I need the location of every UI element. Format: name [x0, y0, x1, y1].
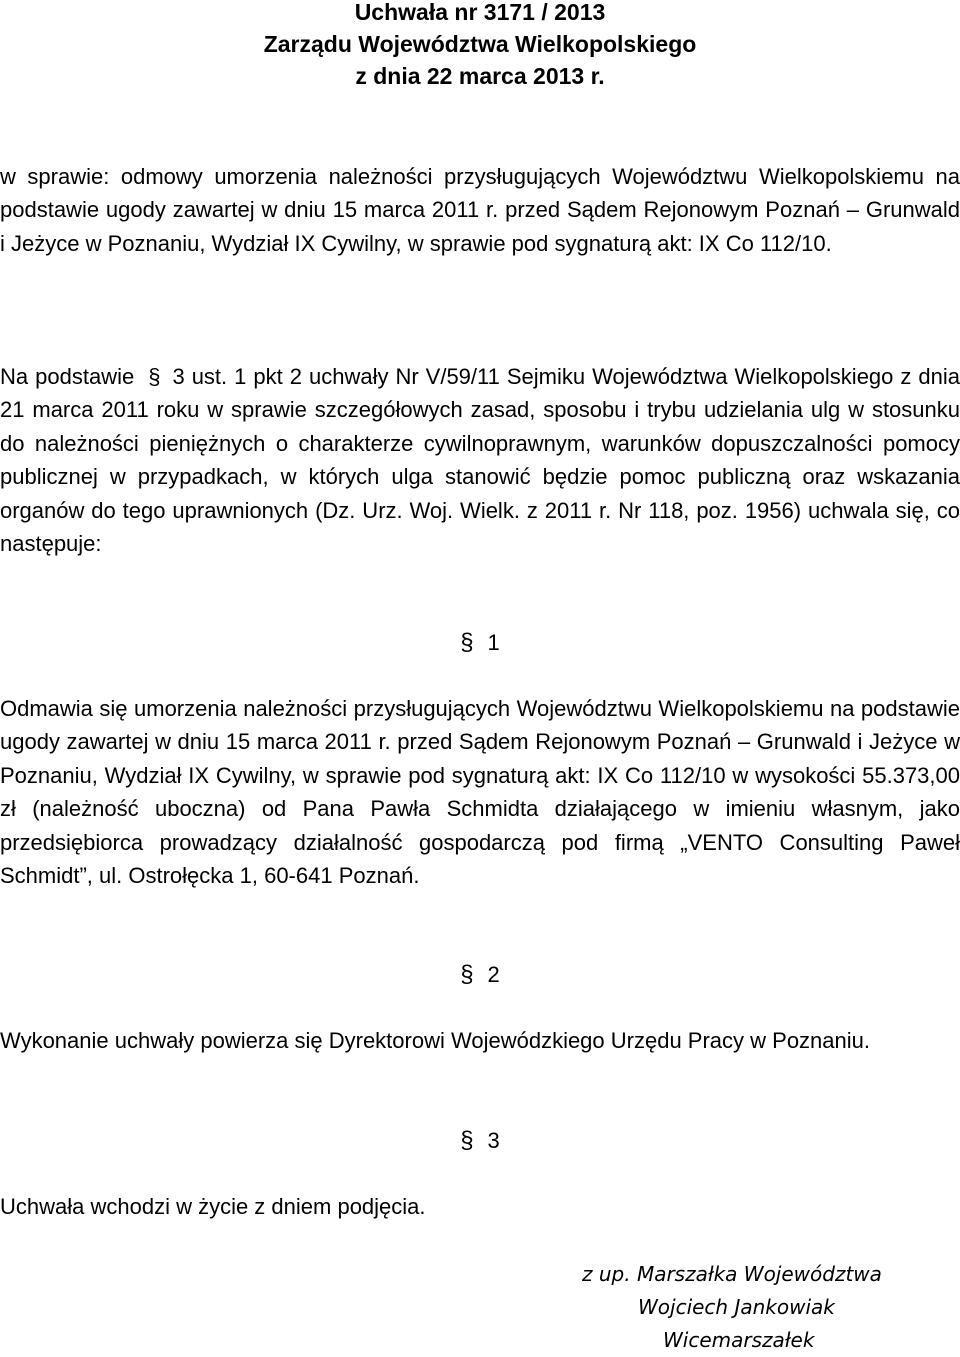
section-number: 3: [487, 1128, 500, 1153]
section-mark-icon: §: [460, 961, 474, 988]
section-mark-icon: §: [460, 629, 474, 656]
section-mark-icon: §: [148, 364, 161, 389]
section-2-body: Wykonanie uchwały powierza się Dyrektorowi Wojewódzkiego Urzędu Pracy w Poznaniu.: [0, 1028, 870, 1053]
section-3-text: [0, 1190, 960, 1223]
signature-authority: z up. Marszałka Województwa: [582, 1262, 882, 1286]
resolution-header: [0, 0, 960, 92]
legal-basis-text: 3 ust. 1 pkt 2 uchwały Nr V/59/11 Sejmiku Województwa Wielkopolskiego z dnia 21 marca 2011 roku w sprawie szczegółowych zasad, sposobu i trybu udzielania ulg w stosunku do należności pieniężnych o charakterze cywilnoprawnym, warunków dopuszczalności pomocy publicznej w przypadkach, w których ulga stanowić będzie pomoc publiczną oraz wskazania organów do tego uprawnionych (Dz. Urz. Woj. Wielk. z 2011 r. Nr 118, poz. 1956) uchwala się, co następuje:: [0, 364, 960, 557]
section-number: 1: [487, 630, 500, 655]
signature-name: Wojciech Jankowiak: [638, 1295, 835, 1319]
section-number: 2: [487, 962, 500, 987]
signature-block: [560, 1258, 940, 1357]
section-3-heading: [0, 1126, 960, 1156]
section-1-text: [0, 692, 960, 892]
signature-title: Wicemarszałek: [663, 1328, 815, 1352]
section-1-heading: [0, 628, 960, 658]
section-3-body: Uchwała wchodzi w życie z dniem podjęcia.: [0, 1194, 426, 1219]
legal-basis-intro: Na podstawie: [0, 364, 135, 389]
legal-basis-paragraph: [0, 360, 960, 560]
resolution-date: z dnia 22 marca 2013 r.: [355, 63, 605, 89]
subject-text: w sprawie: odmowy umorzenia należności przysługujących Województwu Wielkopolskiemu na podstawie ugody zawartej w dniu 15 marca 2011 r. przed Sądem Rejonowym Poznań – Grunwald i Jeżyce w Poznaniu, Wydział IX Cywilny, w sprawie pod sygnaturą akt: IX Co 112/10.: [0, 164, 960, 256]
section-mark-icon: §: [460, 1127, 474, 1154]
section-2-text: [0, 1024, 960, 1057]
issuing-body: Zarządu Województwa Wielkopolskiego: [263, 31, 697, 57]
section-2-heading: [0, 960, 960, 990]
subject-paragraph: [0, 160, 960, 260]
resolution-number: Uchwała nr 3171 / 2013: [354, 0, 606, 25]
section-1-body: Odmawia się umorzenia należności przysługujących Województwu Wielkopolskiemu na podstawie ugody zawartej w dniu 15 marca 2011 r. przed Sądem Rejonowym Poznań – Grunwald i Jeżyce w Poznaniu, Wydział IX Cywilny, w sprawie pod sygnaturą akt: IX Co 112/10 w wysokości 55.373,00 zł (należność uboczna) od Pana Pawła Schmidta działającego w imieniu własnym, jako przedsiębiorca prowadzący działalność gospodarczą pod firmą „VENTO Consulting Paweł Schmidt”, ul. Ostrołęcka 1, 60-641 Poznań.: [0, 696, 960, 889]
